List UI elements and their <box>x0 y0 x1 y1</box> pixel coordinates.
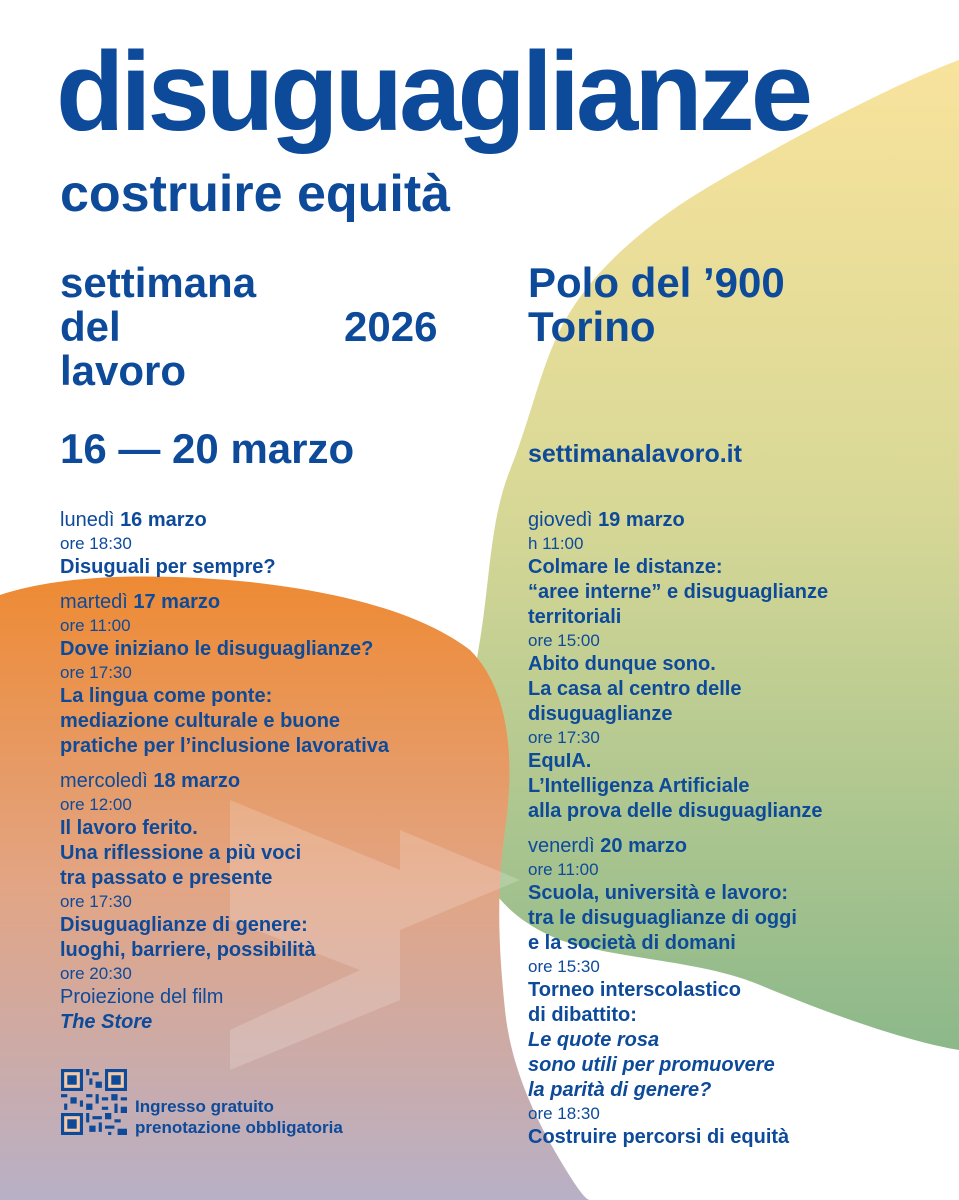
session-title: Disuguaglianze di genere: luoghi, barriere, possibilità <box>60 914 316 961</box>
day-heading: mercoledì 18 marzo <box>60 770 241 792</box>
session-time: ore 12:00 <box>60 795 132 814</box>
session-time: ore 15:30 <box>528 957 600 976</box>
session-title: Colmare le distanze: “aree interne” e disuguaglianze territoriali <box>528 556 829 628</box>
session-time: ore 17:30 <box>528 728 600 747</box>
year: 2026 <box>344 303 438 350</box>
day-heading: lunedì 16 marzo <box>60 509 207 531</box>
session-description: Proiezione del film <box>60 986 224 1008</box>
venue-line: Torino <box>528 303 656 350</box>
session-time: ore 11:00 <box>60 616 131 635</box>
session-title: Disuguali per sempre? <box>60 556 276 578</box>
session-time: ore 17:30 <box>60 892 132 911</box>
session-title: Torneo interscolastico di dibattito: <box>528 979 742 1026</box>
ticket-info <box>135 1096 343 1138</box>
event-dates: 16 — 20 marzo <box>60 425 355 472</box>
program-left <box>60 508 500 1035</box>
week-line: del <box>60 303 121 350</box>
session-title: Costruire percorsi di equità <box>528 1126 790 1148</box>
week-title <box>60 259 257 394</box>
session-time: ore 20:30 <box>60 964 132 983</box>
session-title: Il lavoro ferito. Una riflessione a più voci tra passato e presente <box>60 817 302 889</box>
session-time: ore 15:00 <box>528 631 600 650</box>
session-title: La lingua come ponte: mediazione culturale e buone pratiche per l’inclusione lavorativa <box>60 685 390 757</box>
qr-code-icon[interactable] <box>61 1069 127 1135</box>
session-title-italic: Le quote rosa sono utili per promuovere la parità di genere? <box>528 1029 775 1101</box>
session-time: ore 17:30 <box>60 663 132 682</box>
free-entry-text: Ingresso gratuito <box>135 1097 274 1116</box>
session-title: Dove iniziano le disuguaglianze? <box>60 638 374 660</box>
film-title: The Store <box>60 1011 153 1033</box>
session-time: ore 18:30 <box>528 1104 600 1123</box>
website-link[interactable]: settimanalavoro.it <box>528 440 742 468</box>
venue <box>528 259 785 350</box>
booking-required-text: prenotazione obbligatoria <box>135 1118 343 1137</box>
day-heading: venerdì 20 marzo <box>528 835 687 857</box>
session-title: EquIA. L’Intelligenza Artificiale alla prova delle disuguaglianze <box>528 750 823 822</box>
session-time: ore 18:30 <box>60 534 132 553</box>
day-heading: giovedì 19 marzo <box>528 509 685 531</box>
week-line: settimana <box>60 259 257 306</box>
session-title: Abito dunque sono. La casa al centro delle disuguaglianze <box>528 653 742 725</box>
session-time: ore 11:00 <box>528 860 599 879</box>
subtitle: costruire equità <box>60 165 451 223</box>
main-title: disuguaglianze <box>56 29 809 154</box>
session-time: h 11:00 <box>528 534 584 553</box>
week-line: lavoro <box>60 347 187 394</box>
venue-line: Polo del ’900 <box>528 259 785 306</box>
day-heading: martedì 17 marzo <box>60 591 221 613</box>
program-right <box>528 508 948 1150</box>
session-title: Scuola, università e lavoro: tra le disuguaglianze di oggi e la società di domani <box>528 882 797 954</box>
